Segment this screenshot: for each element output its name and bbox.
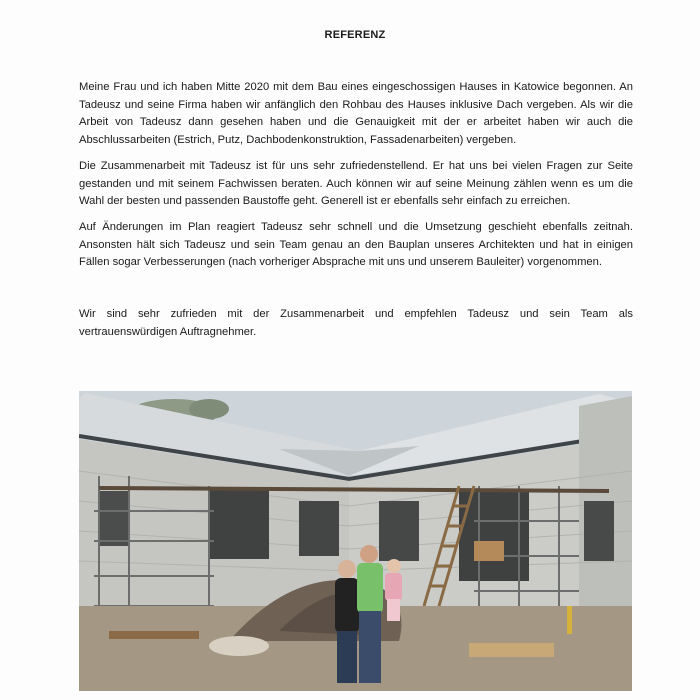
paragraph-1: Meine Frau und ich haben Mitte 2020 mit dem Bau eines eingeschossigen Hauses in Katowice begonnen. An Tadeusz und seine Firma haben wir anfänglich den Rohbau des Hauses inklusive Dach vergeben. Als wir die Arbeit von Tadeusz dann gesehen haben und die Genauigkeit mit der er arbeitet haben wir auch die Abschlussarbeiten (Estrich, Putz, Dachbodenkonstruktion, Fassadenarbeiten) vergeben. <box>79 81 633 146</box>
construction-site-photo <box>79 391 632 691</box>
house-construction-illustration <box>79 391 632 691</box>
paragraph-3: Auf Änderungen im Plan reagiert Tadeusz sehr schnell und die Umsetzung geschieht ebenfalls zeitnah. Ansonsten hält sich Tadeusz und sein Team genau an den Bauplan unseres Architekten und hat in einigen Fällen sogar Verbesserungen (nach vorheriger Absprache mit uns und unserem Bauleiter) vorgenommen. <box>79 221 633 268</box>
document-title: REFERENZ <box>324 29 386 41</box>
paragraph-4: Wir sind sehr zufrieden mit der Zusammenarbeit und empfehlen Tadeusz und sein Team als vertrauenswürdigen Auftragnehmer. <box>79 308 633 338</box>
paragraph-2: Die Zusammenarbeit mit Tadeusz ist für uns sehr zufriedenstellend. Er hat uns bei vielen Fragen zur Seite gestanden und mit seinem Fachwissen beraten. Auch können wir auf seine Meinung zählen wenn es um die Wahl der besten und passenden Baustoffe geht. Generell ist er ebenfalls sehr einfach zu erreichen. <box>79 160 633 207</box>
